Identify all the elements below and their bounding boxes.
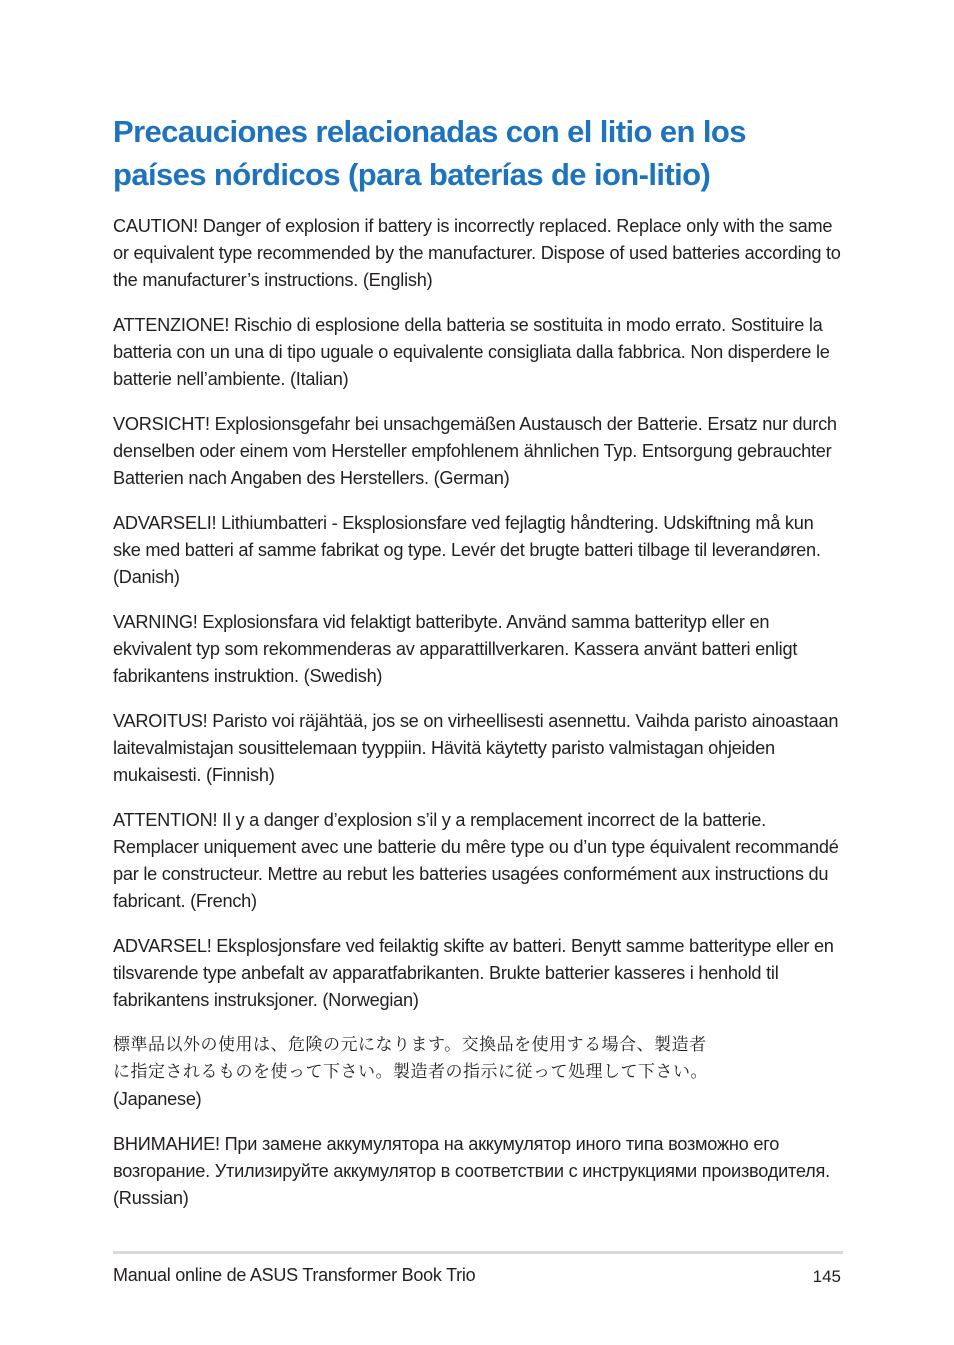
- page-title: Precauciones relacionadas con el litio en los países nórdicos (para baterías de ion-litio): [113, 114, 746, 192]
- warning-italian: ATTENZIONE! Rischio di esplosione della batteria se sostituita in modo errato. Sostituire la batteria con un una di tipo uguale o equivalente consigliata dalla fabbrica. Non disperdere le batterie nell’ambiente. (Italian): [113, 315, 830, 389]
- warning-russian: ВНИМАНИЕ! При замене аккумулятора на аккумулятор иного типа возможно его возгорание. Утилизируйте аккумулятор в соответствии с инструкциями производителя. (Russian): [113, 1134, 830, 1208]
- warning-japanese-language: (Japanese): [113, 1089, 202, 1109]
- warning-german: VORSICHT! Explosionsgefahr bei unsachgemäßen Austausch der Batterie. Ersatz nur durch denselben oder einem vom Hersteller empfohlenem ähnlichen Typ. Entsorgung gebrauchter Batterien nach Angaben des Herstellers. (German): [113, 414, 837, 488]
- warning-japanese-line-2: に指定されるものを使って下さい。製造者の指示に従って処理して下さい。: [113, 1062, 708, 1082]
- warning-french: ATTENTION! Il y a danger d’explosion s’il y a remplacement incorrect de la batterie. Remplacer uniquement avec une batterie du mêre type ou d’un type équivalent recommandé par le constructeur. Mettre au rebut les batteries usagées conformément aux instructions du fabricant. (French): [113, 810, 839, 911]
- warning-danish: ADVARSELI! Lithiumbatteri - Eksplosionsfare ved fejlagtig håndtering. Udskiftning må kun ske med batteri af samme fabrikat og type. Levér det brugte batteri tilbage til leverandøren. (Danish): [113, 513, 821, 587]
- warning-finnish: VAROITUS! Paristo voi räjähtää, jos se on virheellisesti asennettu. Vaihda paristo ainoastaan laitevalmistajan sousittelemaan tyyppiin. Hävitä käytetty paristo valmistagan ohjeiden mukaisesti. (Finnish): [113, 711, 839, 785]
- warning-japanese-line-1: 標準品以外の使用は、危険の元になります。交換品を使用する場合、製造者: [113, 1035, 707, 1055]
- warning-english: CAUTION! Danger of explosion if battery is incorrectly replaced. Replace only with the same or equivalent type recommended by the manufacturer. Dispose of used batteries according to the manufacturer’s instructions. (English): [113, 216, 841, 290]
- warning-swedish: VARNING! Explosionsfara vid felaktigt batteribyte. Använd samma batterityp eller en ekvivalent typ som rekommenderas av apparattillverkaren. Kassera använt batteri enligt fabrikantens instruktion. (Swedish): [113, 612, 798, 686]
- warnings-content: [113, 213, 843, 1230]
- page-number: 145: [812, 1267, 841, 1286]
- footer-manual-title: Manual online de ASUS Transformer Book Trio: [113, 1265, 476, 1285]
- footer-divider: [113, 1251, 843, 1254]
- warning-norwegian: ADVARSEL! Eksplosjonsfare ved feilaktig skifte av batteri. Benytt samme batteritype eller en tilsvarende type anbefalt av apparatfabrikanten. Brukte batterier kasseres i henhold til fabrikantens instruksjoner. (Norwegian): [113, 936, 834, 1010]
